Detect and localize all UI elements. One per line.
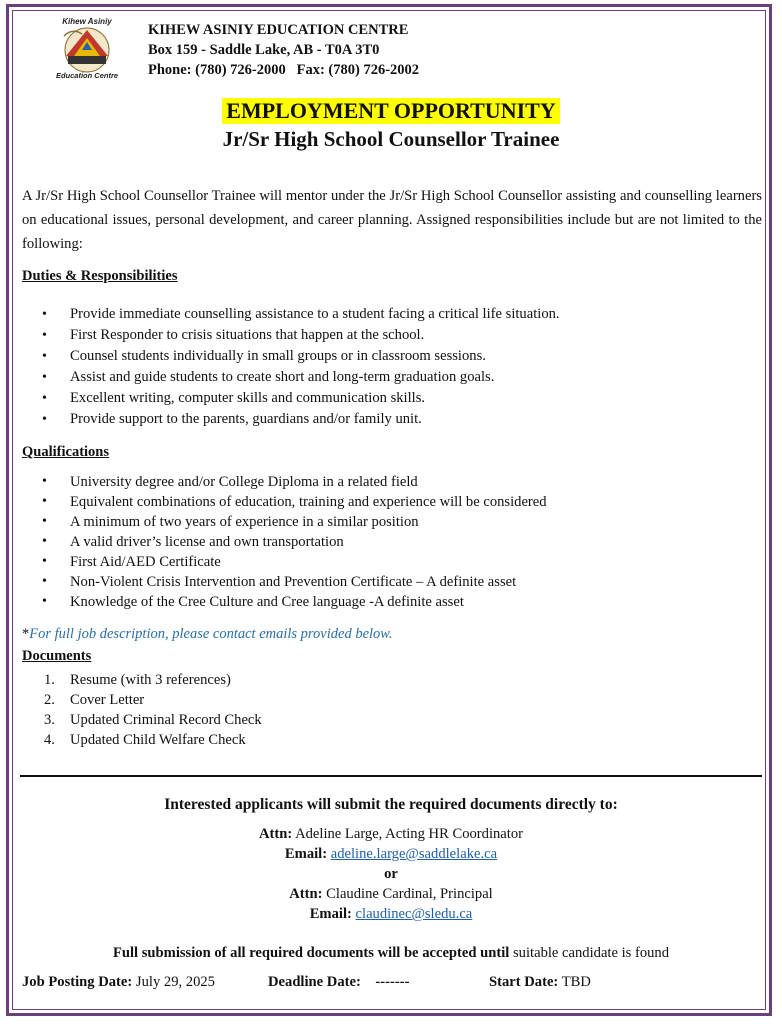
school-phone: Phone: (780) 726-2000 <box>148 62 286 78</box>
list-item: • A minimum of two years of experience in a similar position <box>22 512 547 532</box>
list-item: • Provide support to the parents, guardians and/or family unit. <box>22 409 560 430</box>
list-item: • Excellent writing, computer skills and communication skills. <box>22 388 560 409</box>
list-text: Cover Letter <box>70 692 145 708</box>
list-number: 4. <box>44 732 55 748</box>
title-block <box>0 98 782 152</box>
section-divider <box>20 775 762 777</box>
list-item: • First Responder to crisis situations that happen at the school. <box>22 325 560 346</box>
intro-paragraph: A Jr/Sr High School Counsellor Trainee will mentor under the Jr/Sr High School Counsellor assisting and counselling learners on educational issues, personal development, and career planning. Assigned responsibilities include but are not limited to the following: <box>22 188 762 252</box>
submission-note: Full submission of all required documents will be accepted until suitable candidate is found <box>112 945 670 961</box>
school-name: KIHEW ASINIY EDUCATION CENTRE <box>148 22 409 38</box>
school-fax: Fax: (780) 726-2002 <box>296 62 420 78</box>
list-item: • Equivalent combinations of education, training and experience will be considered <box>22 492 547 512</box>
list-item: • First Aid/AED Certificate <box>22 552 547 572</box>
note-text: For full job description, please contact emails provided below. <box>29 626 393 642</box>
qualifications-list <box>22 472 547 612</box>
list-item: • University degree and/or College Diploma in a related field <box>22 472 547 492</box>
list-item: • Provide immediate counselling assistance to a student facing a critical life situation. <box>22 304 560 325</box>
duties-heading: Duties & Responsibilities <box>22 268 178 284</box>
qualifications-heading: Qualifications <box>22 444 110 460</box>
documents-list <box>22 670 262 750</box>
school-info <box>148 20 419 80</box>
list-item <box>22 730 262 750</box>
logo-top-text: Kihew Asiniy <box>62 17 112 26</box>
list-item <box>22 710 262 730</box>
list-item: • Knowledge of the Cree Culture and Cree language -A definite asset <box>22 592 547 612</box>
deadline-date: Deadline Date: ------- <box>268 974 410 990</box>
contact-attn-2: Attn: Claudine Cardinal, Principal <box>289 886 493 902</box>
contact-email-1: Email: adeline.large@saddlelake.ca <box>284 846 498 862</box>
school-address: Box 159 - Saddle Lake, AB - T0A 3T0 <box>148 42 380 58</box>
contact-or: or <box>384 866 398 882</box>
school-logo <box>46 16 128 82</box>
contact-lead: Interested applicants will submit the required documents directly to: <box>164 796 618 813</box>
list-number: 1. <box>44 672 55 688</box>
list-text: Updated Criminal Record Check <box>70 712 262 728</box>
list-text: Resume (with 3 references) <box>70 672 231 688</box>
list-item <box>22 690 262 710</box>
list-item <box>22 670 262 690</box>
list-item: • Counsel students individually in small groups or in classroom sessions. <box>22 346 560 367</box>
contact-attn-1: Attn: Adeline Large, Acting HR Coordinator <box>258 826 523 842</box>
logo-bottom-text: Education Centre <box>55 71 119 80</box>
list-text: Updated Child Welfare Check <box>70 732 246 748</box>
list-item: • A valid driver’s license and own transportation <box>22 532 547 552</box>
contact-block <box>0 796 782 924</box>
start-date: Start Date: TBD <box>489 974 591 990</box>
page-title: EMPLOYMENT OPPORTUNITY <box>222 98 559 124</box>
note-asterisk: * <box>22 626 30 642</box>
list-number: 2. <box>44 692 55 708</box>
list-number: 3. <box>44 712 55 728</box>
job-description-note <box>22 626 393 643</box>
posting-date: Job Posting Date: July 29, 2025 <box>22 974 215 990</box>
email-link-adeline[interactable]: adeline.large@saddlelake.ca <box>330 846 498 862</box>
job-title: Jr/Sr High School Counsellor Trainee <box>222 127 560 151</box>
contact-email-2: Email: claudinec@sledu.ca <box>309 906 473 922</box>
documents-heading: Documents <box>22 648 92 664</box>
email-link-claudine[interactable]: claudinec@sledu.ca <box>355 906 473 922</box>
duties-list <box>22 304 560 430</box>
list-item: • Assist and guide students to create short and long-term graduation goals. <box>22 367 560 388</box>
list-item: • Non-Violent Crisis Intervention and Prevention Certificate – A definite asset <box>22 572 547 592</box>
school-phone-fax <box>148 60 419 80</box>
